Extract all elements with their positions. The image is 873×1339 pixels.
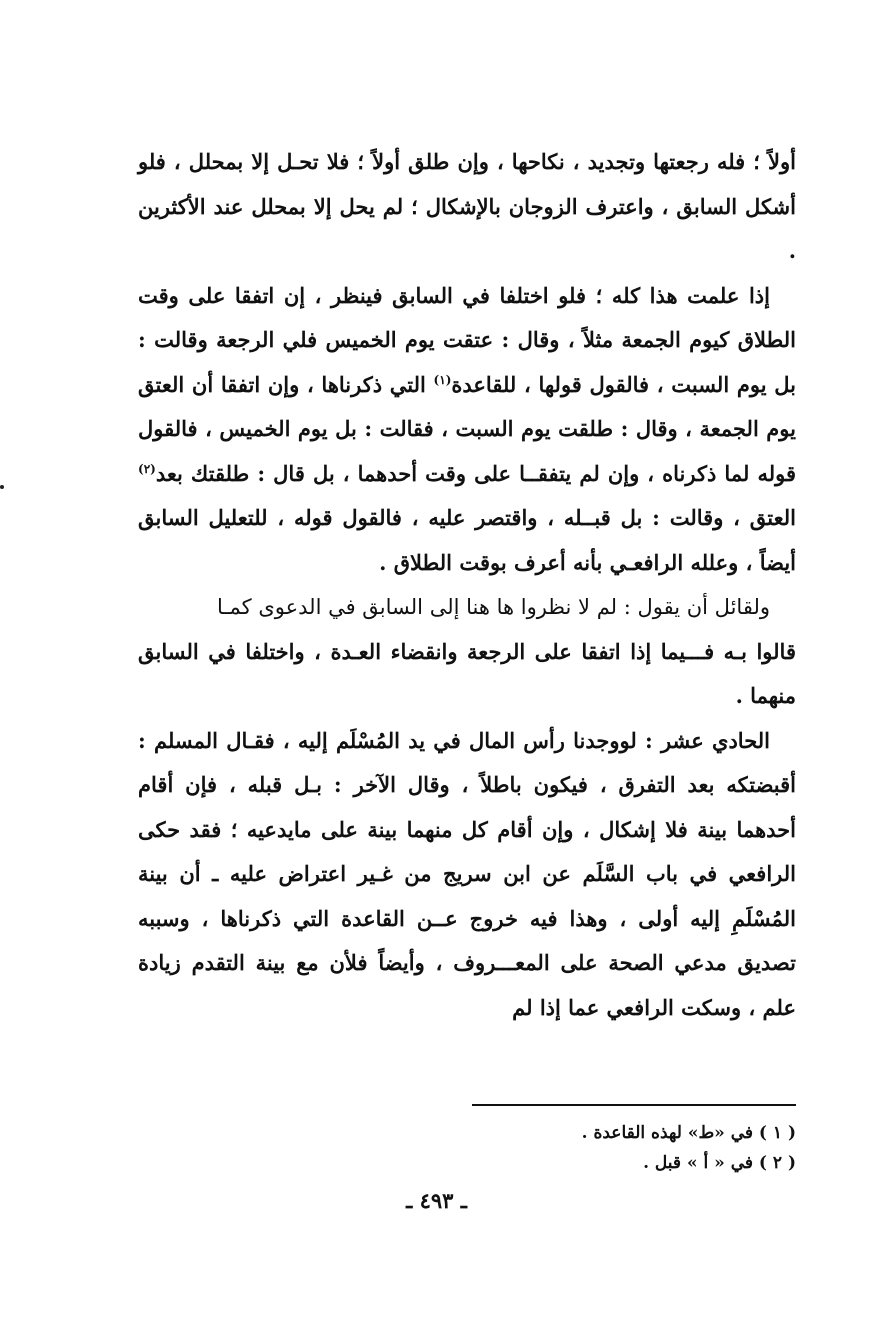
footnote-divider bbox=[472, 1104, 796, 1106]
footnote-ref-2: (٢) bbox=[138, 461, 156, 476]
paragraph-2-text-a: إذا علمت هذا كله ؛ فلو اختلفا في السابق فينظر ، إن اتفقا على وقت الطلاق كيوم الجمعة مثلاً ، وقال : عتقت يوم الخميس فلي الرجعة وقالت : بل يوم السبت ، فالقول قولها ، للقاعدة bbox=[138, 282, 796, 397]
scan-mark bbox=[0, 485, 4, 489]
paragraph-2 bbox=[138, 274, 796, 586]
paragraph-2-text-c: العتق ، وقالت : بل قبــله ، واقتصر عليه ، فالقول قوله ، للتعليل السابق أيضاً ، وعلله الرافعـي بأنه أعرف بوقت الطلاق . bbox=[138, 505, 796, 575]
paragraph-1: أولاً ؛ فله رجعتها وتجديد ، نكاحها ، وإن طلق أولاً ؛ فلا تحـل إلا بمحلل ، فلو أشكل السابق ، واعترف الزوجان بالإشكال ؛ لم يحل إلا بمحلل عند الأكثرين . bbox=[138, 149, 796, 263]
paragraph-5: الحادي عشر : لووجدنا رأس المال في يد المُسْلَم إليه ، فقـال المسلم : أقبضتكه بعد التفرق ، فيكون باطلاً ، وقال الآخر : بـل قبله ، فإن أقام أحدهما بينة فلا إشكال ، وإن أقام كل منهما بينة على مايدعيه ؛ فقد حكى الرافعي في باب السَّلَم عن ابن سريج من غـير اعتراض عليه ـ أن بينة المُسْلَمِ إليه أولى ، وهذا فيه خروج عــن القاعدة التي ذكرناها ، وسببه تصديق مدعي الصحة على المعـــروف ، وأيضاً فلأن مع بينة التقدم زيادة علم ، وسكت الرافعي عما إذا لم bbox=[138, 727, 796, 1020]
footnote-2: ( ٢ ) في « أ » قبل . bbox=[643, 1153, 796, 1173]
footnote-ref-1: (١) bbox=[433, 372, 452, 387]
footnotes bbox=[472, 1118, 796, 1178]
page-number: ـ ٤٩٣ ـ bbox=[406, 1188, 467, 1213]
footnote-1: ( ١ ) في «ط» لهذه القاعدة . bbox=[581, 1123, 796, 1143]
paragraph-4: قالوا بـه فـــيما إذا اتفقا على الرجعة وانقضاء العـدة ، واختلفا في السابق منهما . bbox=[138, 638, 796, 708]
paragraph-3: ولقائل أن يقول : لم لا نظروا ها هنا إلى السابق في الدعوى كمـا bbox=[216, 595, 770, 619]
main-text bbox=[138, 140, 796, 1030]
paragraph-2-text-b: التي ذكرناها ، وإن اتفقا أن العتق يوم الجمعة ، وقال : طلقت يوم السبت ، فقالت : بل يوم الخميس ، فالقول قوله لما ذكرناه ، وإن لم يتفقــا على وقت أحدهما ، بل قال : طلقتك بعد bbox=[138, 371, 796, 486]
